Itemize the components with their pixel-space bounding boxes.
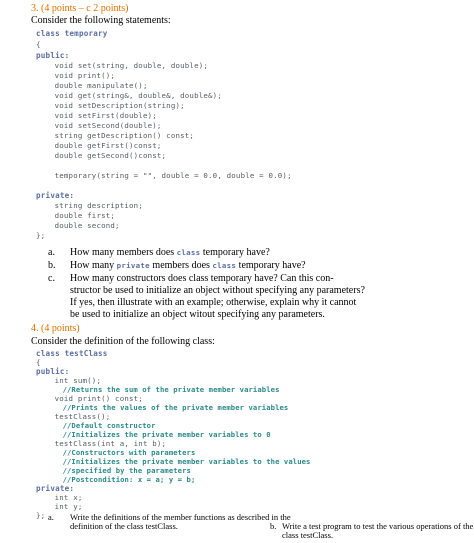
code-line: testClass(); <box>36 412 111 421</box>
question-4-item-a-line: definition of the class testClass. <box>70 521 178 531</box>
code-line: double manipulate(); <box>36 81 148 90</box>
code-line: class testClass <box>36 349 108 358</box>
code-line: { <box>36 358 41 367</box>
code-line: void setSecond(double); <box>36 121 162 130</box>
code-line: double getFirst()const; <box>36 141 162 150</box>
item-text: temporary have? <box>200 247 270 258</box>
code-line: public: <box>36 51 70 60</box>
code-comment: //Initializes the private member variables to the values <box>36 457 311 466</box>
question-3-intro: Consider the following statements: <box>31 15 171 26</box>
code-comment: //Prints the values of the private member variables <box>36 403 289 412</box>
code-comment: //Default constructor <box>36 421 156 430</box>
inline-code: class <box>176 248 201 257</box>
code-line: string getDescription() const; <box>36 131 195 140</box>
code-line: double getSecond()const; <box>36 151 167 160</box>
code-line: void set(string, double, double); <box>36 61 209 70</box>
code-comment: //specified by the parameters <box>36 466 191 475</box>
question-3-item-a <box>70 248 270 258</box>
code-line: void setDescription(string); <box>36 101 185 110</box>
item-letter: b. <box>270 521 277 531</box>
question-4-item-b-line: class testClass. <box>282 530 333 540</box>
item-letter: b. <box>48 260 56 271</box>
code-line: private: <box>36 191 75 200</box>
question-3-title: 3. (4 points – c 2 points) <box>31 3 129 14</box>
code-comment: //Returns the sum of the private member variables <box>36 385 280 394</box>
question-4-intro: Consider the definition of the following class: <box>31 336 215 347</box>
item-text: temporary have? <box>236 260 306 271</box>
code-line: testClass(int a, int b); <box>36 439 167 448</box>
item-letter: a. <box>48 247 55 258</box>
code-line: { <box>36 40 41 49</box>
code-comment: //Initializes the private member variables to 0 <box>36 430 271 439</box>
item-letter: a. <box>48 512 54 522</box>
question-3-item-c-line: If yes, then illustrate with an example; otherwise, explain why it cannot <box>70 297 357 308</box>
inline-code: private <box>116 261 150 270</box>
code-line: private: <box>36 484 75 493</box>
code-line: void print() const; <box>36 394 143 403</box>
code-line: string description; <box>36 201 143 210</box>
item-text: How many <box>70 260 117 271</box>
question-4-title: 4. (4 points) <box>31 323 80 334</box>
code-line: }; <box>36 511 46 520</box>
item-letter: c. <box>48 273 55 284</box>
code-line: double first; <box>36 211 116 220</box>
code-line: int y; <box>36 502 83 511</box>
code-line: double second; <box>36 221 120 230</box>
code-line: void print(); <box>36 71 116 80</box>
code-line: void setFirst(double); <box>36 111 157 120</box>
code-line: }; <box>36 231 46 240</box>
code-line: temporary(string = "", double = 0.0, double = 0.0); <box>36 171 292 180</box>
question-3-item-c-line: be used to initialize an object witout specifying any parameters. <box>70 309 325 320</box>
code-comment: //Constructors with parameters <box>36 448 196 457</box>
code-line: public: <box>36 367 70 376</box>
question-3-item-b <box>70 261 306 271</box>
question-3-item-c-line: structor be used to initialize an object without specifying any parameters? <box>70 285 365 296</box>
code-line: class temporary <box>36 29 108 38</box>
code-line: int x; <box>36 493 83 502</box>
item-text: How many members does <box>70 247 177 258</box>
code-comment: //Postcondition: x = a; y = b; <box>36 475 196 484</box>
question-4-item-b-line: Write a test program to test the various operations of the <box>282 521 474 531</box>
code-line: int sum(); <box>36 376 102 385</box>
question-3-item-c-line: How many constructors does class temporary have? Can this con- <box>70 273 334 284</box>
code-line: void get(string&, double&, double&); <box>36 91 222 100</box>
item-text: members does <box>149 260 213 271</box>
inline-code: class <box>212 261 237 270</box>
question-4-item-a-line: Write the definitions of the member functions as described in the <box>70 512 291 522</box>
